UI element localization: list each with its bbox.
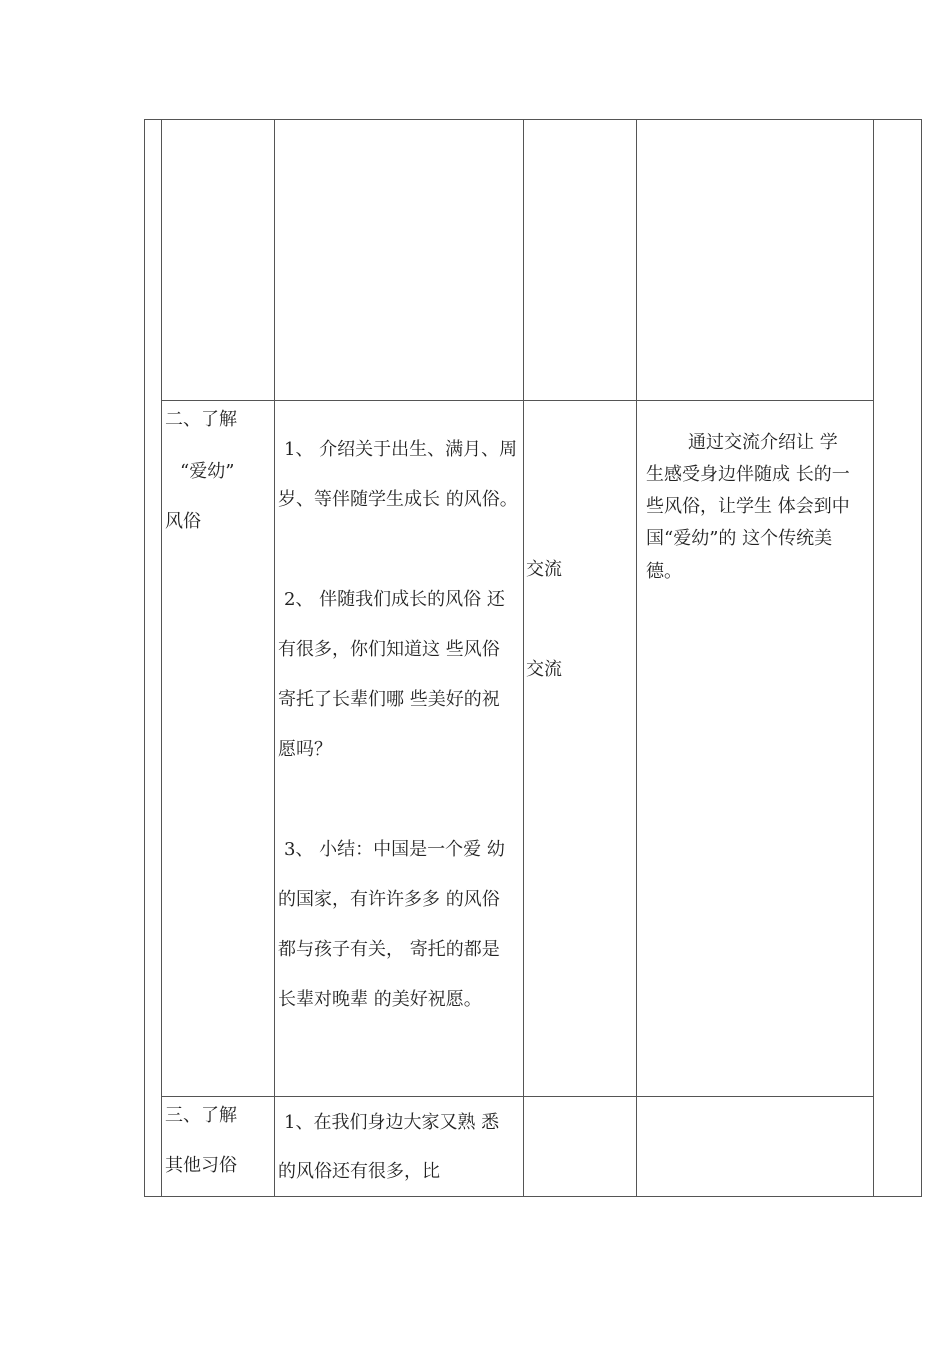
content-line: 3、 小结：中国是一个爱 幼 xyxy=(284,839,505,860)
purpose-line: 通过交流介绍让 学 xyxy=(688,432,838,453)
stage-cell-line: 其他习俗 xyxy=(165,1155,237,1176)
content-line: 2、 伴随我们成长的风俗 还 xyxy=(284,589,505,610)
col-border-stage-content xyxy=(274,119,275,1197)
content-line: 愿吗？ xyxy=(278,739,332,760)
stage-cell-line: 风俗 xyxy=(165,511,201,532)
col-border-content-activity xyxy=(523,119,524,1197)
purpose-line: 国“爱幼”的 这个传统美 xyxy=(646,528,833,549)
content-line: 长辈对晚辈 的美好祝愿。 xyxy=(278,989,482,1010)
col-border-right-outer xyxy=(921,119,922,1197)
row-border-top xyxy=(144,119,922,120)
content-line: 的国家，有许许多多 的风俗 xyxy=(278,889,500,910)
purpose-line: 些风俗，让学生 体会到中 xyxy=(646,496,850,517)
content-line: 的风俗还有很多，比 xyxy=(278,1161,440,1182)
row-border-bottom xyxy=(144,1196,922,1197)
content-line: 1、 介绍关于出生、满月、周 xyxy=(284,439,518,460)
purpose-line: 生感受身边伴随成 长的一 xyxy=(646,464,850,485)
col-border-left-outer xyxy=(144,119,145,1197)
stage-cell-line: 二、了解 xyxy=(165,409,237,430)
row-border-1 xyxy=(161,400,874,401)
col-border-activity-purpose xyxy=(636,119,637,1197)
activity-text: 交流 xyxy=(526,659,562,680)
content-line: 1、在我们身边大家又熟 悉 xyxy=(284,1112,500,1133)
content-line: 都与孩子有关， 寄托的都是 xyxy=(278,939,500,960)
content-line: 岁、等伴随学生成长 的风俗。 xyxy=(278,489,518,510)
stage-cell-line: 三、了解 xyxy=(165,1105,237,1126)
activity-text: 交流 xyxy=(526,559,562,580)
row-border-2 xyxy=(161,1096,874,1097)
content-line: 寄托了长辈们哪 些美好的祝 xyxy=(278,689,500,710)
purpose-line: 德。 xyxy=(646,561,682,582)
content-line: 有很多，你们知道这 些风俗 xyxy=(278,639,500,660)
col-border-left-inner xyxy=(161,119,162,1197)
col-border-purpose-right xyxy=(873,119,874,1197)
stage-cell-line: “爱幼” xyxy=(180,461,235,482)
